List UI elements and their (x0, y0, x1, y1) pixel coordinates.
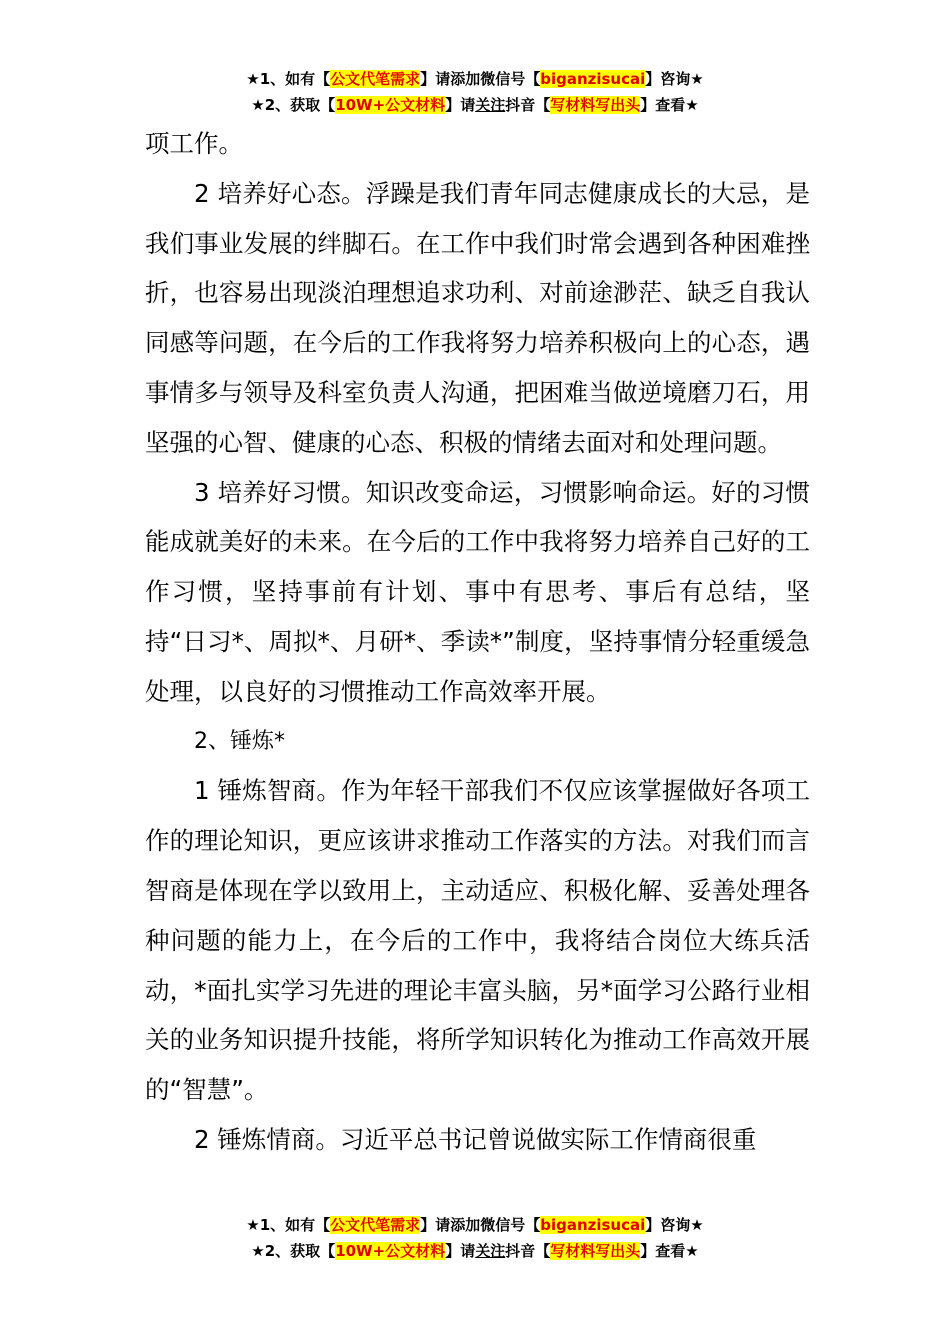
banner-highlight: biganzisucai (540, 1216, 646, 1234)
document-body (145, 119, 810, 1165)
banner-text: 】请 (445, 96, 476, 114)
banner-highlight: 写材料写出头 (550, 1242, 641, 1260)
banner-line-1 (0, 1212, 950, 1238)
banner-text: 抖音【 (505, 96, 551, 114)
banner-highlight: 公文代笔需求 (330, 1216, 421, 1234)
banner-line-2 (0, 92, 950, 118)
banner-text: ★1、如有【 (246, 70, 331, 88)
banner-text: 】请添加微信号【 (420, 1216, 541, 1234)
paragraph-iq: 1 锤炼智商。作为年轻干部我们不仅应该掌握做好各项工作的理论知识，更应该讲求推动工作落实的方法。对我们而言智商是体现在学以致用上，主动适应、积极化解、妥善处理各种问题的能力上，在今后的工作中，我将结合岗位大练兵活动，*面扎实学习先进的理论丰富头脑，另*面学习公路行业相关的业务知识提升技能，将所学知识转化为推动工作高效开展的“智慧”。 (145, 776, 810, 1105)
banner-text: 】请 (445, 1242, 476, 1260)
banner-highlight: 写材料写出头 (550, 96, 641, 114)
banner-line-1 (0, 66, 950, 92)
paragraph-mindset: 2 培养好心态。浮躁是我们青年同志健康成长的大忌，是我们事业发展的绊脚石。在工作中我们时常会遇到各种困难挫折，也容易出现淡泊理想追求功利、对前途渺茫、缺乏自我认同感等问题，在今后的工作我将努力培养积极向上的心态，遇事情多与领导及科室负责人沟通，把困难当做逆境磨刀石，用坚强的心智、健康的心态、积极的情绪去面对和处理问题。 (145, 178, 810, 457)
paragraph-habits: 3 培养好习惯。知识改变命运，习惯影响命运。好的习惯能成就美好的未来。在今后的工作中我将努力培养自己好的工作习惯，坚持事前有计划、事中有思考、事后有总结，坚持“日习*、周拟*、月研*、季读*”制度，坚持事情分轻重缓急处理，以良好的习惯推动工作高效率开展。 (145, 477, 810, 706)
banner-text: 】咨询★ (645, 1216, 704, 1234)
banner-highlight: biganzisucai (540, 70, 646, 88)
footer-banner (0, 1212, 950, 1264)
header-banner (0, 66, 950, 118)
section-heading: 2、锤炼* (194, 728, 285, 754)
banner-text: ★1、如有【 (246, 1216, 331, 1234)
banner-text: ★2、获取【 (251, 1242, 336, 1260)
banner-text: ★2、获取【 (251, 96, 336, 114)
banner-underlined-text: 关注 (475, 1242, 506, 1260)
paragraph-continuation: 项工作。 (145, 129, 243, 158)
banner-text: 】请添加微信号【 (420, 70, 541, 88)
paragraph-eq: 2 锤炼情商。习近平总书记曾说做实际工作情商很重 (194, 1124, 757, 1154)
banner-highlight: 10W+公文材料 (335, 1242, 446, 1260)
banner-text: 】查看★ (640, 1242, 699, 1260)
banner-underlined-text: 关注 (475, 96, 506, 114)
banner-text: 】咨询★ (645, 70, 704, 88)
banner-text: 】查看★ (640, 96, 699, 114)
banner-text: 抖音【 (505, 1242, 551, 1260)
banner-highlight: 10W+公文材料 (335, 96, 446, 114)
banner-highlight: 公文代笔需求 (330, 70, 421, 88)
banner-line-2 (0, 1238, 950, 1264)
